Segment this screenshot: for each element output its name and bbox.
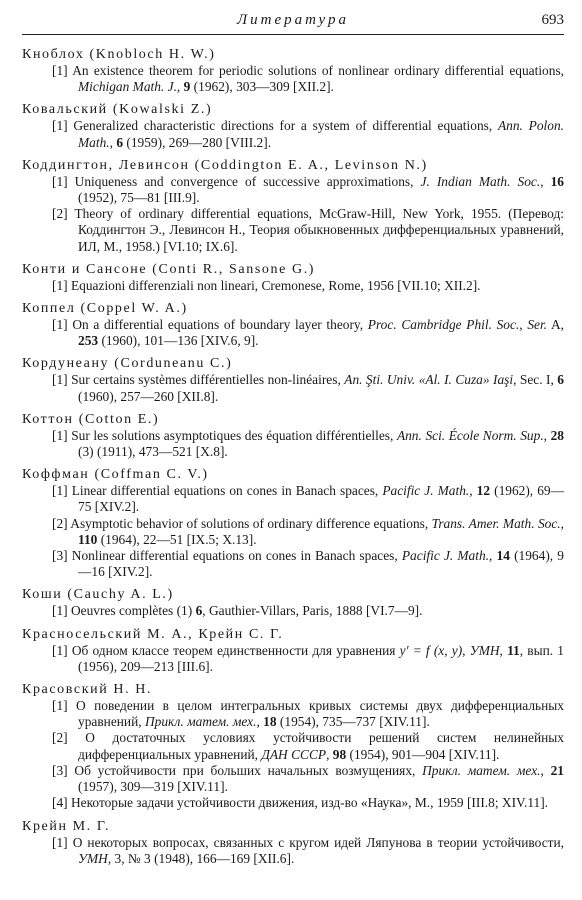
reference-text: (1957), 309—319 [XIV.11]. (78, 779, 228, 795)
reference-text: (1952), 75—81 [III.9]. (78, 190, 200, 206)
reference-volume: 6 (195, 603, 203, 619)
bibliography-entry (22, 466, 564, 580)
bibliography-entry (22, 411, 564, 460)
reference-text: , (469, 483, 477, 499)
reference-number: [3] (52, 548, 68, 564)
reference-title-italic: Прикл. матем. мех. (144, 714, 257, 730)
reference-text: Equazioni differenziali non lineari, Cremonese, Rome, 1956 [VII.10; XII.2]. (70, 277, 481, 293)
reference-volume: 16 (550, 173, 564, 189)
bibliography-entry (22, 300, 564, 349)
reference-title-italic: An. Şti. Univ. «Al. I. Cuza» Iaşi (344, 372, 514, 388)
reference-item (22, 548, 564, 580)
reference-text: , (176, 79, 184, 95)
reference-item (22, 795, 564, 811)
reference-text: (1960), 101—136 [XIV.6, 9]. (98, 333, 259, 349)
reference-text: On a differential equations of boundary layer theory, (72, 317, 368, 333)
reference-text: A, (547, 317, 564, 333)
reference-text: Nonlinear differential equations on cones in Banach spaces, (71, 548, 402, 564)
reference-title-italic: Прикл. матем. мех. (422, 762, 541, 778)
reference-text: , (109, 134, 117, 150)
reference-text: О некоторых вопросах, связанных с кругом идей Ляпунова в теории устойчивости, (72, 834, 564, 850)
reference-text: , Gauthier-Villars, Paris, 1888 [VI.7—9]. (202, 603, 423, 619)
reference-text: Linear differential equations on cones in Banach spaces, (71, 483, 383, 499)
reference-text: (3) (1911), 473—521 [X.8]. (78, 444, 228, 460)
reference-text: An existence theorem for periodic solutions of nonlinear ordinary differential equations, (72, 63, 565, 78)
reference-volume: 6 (116, 134, 124, 150)
reference-volume: 110 (78, 531, 98, 547)
reference-text: , 3, № 3 (1948), 166—169 [XII.6]. (107, 850, 295, 866)
reference-text: , (256, 714, 264, 730)
reference-number: [1] (52, 173, 68, 189)
reference-title-italic: Michigan Math. J. (78, 79, 177, 95)
bibliography-entry (22, 101, 564, 150)
reference-text: Theory of ordinary differential equations, McGraw-Hill, New York, 1955. (Перевод: Коддингтон Э., Левинсон Н., Теория обыкновенных дифференциальных уравнений, ИЛ, М., 1958.) [VI.10; IX.6]. (74, 206, 564, 254)
reference-number: [1] (52, 63, 68, 78)
page-number: 693 (541, 12, 564, 28)
reference-volume: 6 (557, 372, 564, 388)
reference-text: Sur certains systèmes différentielles non-linéaires, (71, 372, 345, 388)
reference-title-italic: ДАН СССР (261, 746, 327, 762)
reference-item (22, 278, 564, 294)
reference-title-italic: Ann. Sci. École Norm. Sup. (396, 427, 544, 443)
reference-number: [1] (52, 603, 68, 619)
reference-item (22, 603, 564, 619)
bibliography-entry (22, 681, 564, 811)
reference-title-italic: УМН (469, 642, 500, 658)
reference-item (22, 317, 564, 349)
reference-item (22, 206, 564, 255)
entry-author: Конти и Сансоне (Conti R., Sansone G.) (22, 261, 316, 277)
reference-item (22, 516, 564, 548)
reference-volume: 18 (263, 714, 277, 730)
reference-number: [4] (52, 795, 68, 811)
bibliography-list (22, 46, 564, 873)
reference-text: (1954), 735—737 [XIV.11]. (276, 714, 430, 730)
entry-author: Кноблох (Knobloch H. W.) (22, 47, 216, 62)
reference-text: (1962), 69—75 [XIV.2]. (78, 483, 564, 515)
bibliography-entry (22, 355, 564, 404)
reference-volume: 12 (476, 483, 491, 499)
reference-text: Oeuvres complètes (1) (70, 603, 196, 619)
reference-text: , (543, 427, 551, 443)
reference-text: (1964), 9—16 [XIV.2]. (78, 548, 564, 580)
reference-title-italic: Trans. Amer. Math. Soc. (431, 515, 561, 531)
reference-item (22, 643, 564, 675)
reference-number: [3] (52, 762, 68, 778)
reference-volume: 253 (78, 333, 99, 349)
reference-number: [1] (52, 642, 68, 658)
reference-title-italic: Pacific J. Math. (382, 483, 470, 499)
reference-text: Некоторые задачи устойчивости движения, изд-во «Наука», М., 1959 [III.8; XIV.11]. (70, 795, 549, 811)
reference-text: Asymptotic behavior of solutions of ordinary difference equations, (70, 515, 432, 531)
reference-item (22, 428, 564, 460)
reference-item (22, 118, 564, 150)
reference-number: [1] (52, 118, 68, 134)
reference-item (22, 835, 564, 867)
entry-author: Красовский Н. Н. (22, 682, 153, 698)
entry-author: Ковальский (Kowalski Z.) (22, 102, 213, 118)
running-header (22, 0, 564, 35)
reference-text: Uniqueness and convergence of successive approximations, (74, 173, 421, 189)
reference-text: , Sec. I, (513, 372, 558, 388)
reference-item (22, 63, 564, 95)
reference-volume: 9 (183, 79, 191, 95)
reference-number: [1] (52, 277, 68, 293)
reference-number: [1] (52, 317, 68, 333)
entry-author: Коддингтон, Левинсон (Coddington E. A., Levinson N.) (22, 157, 428, 173)
running-title: Литература (236, 12, 350, 28)
reference-text: О поведении в целом интегральных кривых системы двух дифференциальных уравнений, (76, 698, 564, 730)
reference-volume: 14 (496, 548, 510, 564)
reference-text: Generalized characteristic directions for a system of differential equations, (73, 118, 498, 134)
reference-volume: 98 (332, 746, 347, 762)
bibliography-entry (22, 46, 564, 95)
reference-text: (1954), 901—904 [XIV.11]. (346, 746, 500, 762)
entry-author: Красносельский М. А., Крейн С. Г. (22, 626, 284, 642)
reference-number: [1] (52, 427, 68, 443)
entry-author: Коши (Cauchy A. L.) (22, 587, 174, 603)
reference-number: [1] (52, 698, 68, 714)
reference-volume: 11 (507, 642, 520, 658)
reference-text: (1959), 269—280 [VIII.2]. (123, 134, 272, 150)
reference-text: , вып. 1 (1956), 209—213 [III.6]. (78, 642, 564, 674)
reference-item (22, 698, 564, 730)
reference-volume: 21 (550, 762, 564, 778)
reference-number: [2] (52, 730, 68, 746)
reference-text: Об одном классе теорем единственности для уравнения (71, 642, 400, 658)
reference-text: , (540, 762, 551, 778)
reference-title-italic: J. Indian Math. Soc. (420, 173, 541, 189)
reference-text: , (326, 746, 333, 762)
bibliography-entry (22, 626, 564, 675)
reference-title-italic: Ann. Polon. Math. (78, 118, 564, 150)
reference-title-italic: Pacific J. Math. (401, 548, 490, 564)
entry-author: Коффман (Coffman C. V.) (22, 467, 209, 483)
bibliography-entry (22, 586, 564, 619)
reference-title-italic: УМН (78, 850, 108, 866)
reference-volume: 28 (550, 427, 564, 443)
reference-text: , (489, 548, 497, 564)
reference-text: (1962), 303—309 [XII.2]. (190, 79, 334, 95)
reference-text: , (560, 515, 564, 531)
reference-text: , (462, 642, 470, 658)
reference-text: Sur les solutions asymptotiques des équation différentielles, (71, 427, 397, 443)
reference-text: О достаточных условиях устойчивости решений систем нелинейных дифференциальных уравнений, (78, 730, 564, 762)
reference-number: [2] (52, 206, 68, 222)
bibliography-entry (22, 818, 564, 867)
reference-item (22, 730, 564, 762)
entry-author: Кордунеану (Corduneanu C.) (22, 356, 233, 372)
reference-number: [2] (52, 515, 68, 531)
reference-number: [1] (52, 372, 68, 388)
bibliography-entry (22, 157, 564, 255)
reference-title-italic: Proc. Cambridge Phil. Soc., Ser. (367, 317, 548, 333)
reference-number: [1] (52, 834, 68, 850)
bibliography-entry (22, 261, 564, 294)
reference-text: (1964), 22—51 [IX.5; X.13]. (97, 531, 257, 547)
reference-item (22, 174, 564, 206)
reference-text: , (540, 173, 551, 189)
reference-text: , (499, 642, 508, 658)
entry-author: Крейн М. Г. (22, 818, 111, 834)
reference-title-italic: y′ = f (x, y) (399, 642, 463, 658)
reference-item (22, 763, 564, 795)
reference-item (22, 372, 564, 404)
reference-item (22, 483, 564, 515)
reference-text: Об устойчивости при больших начальных возмущениях, (74, 762, 423, 778)
entry-author: Коппел (Coppel W. A.) (22, 301, 188, 317)
entry-author: Коттон (Cotton E.) (22, 411, 160, 427)
reference-text: (1960), 257—260 [XII.8]. (78, 388, 219, 404)
reference-number: [1] (52, 483, 68, 499)
